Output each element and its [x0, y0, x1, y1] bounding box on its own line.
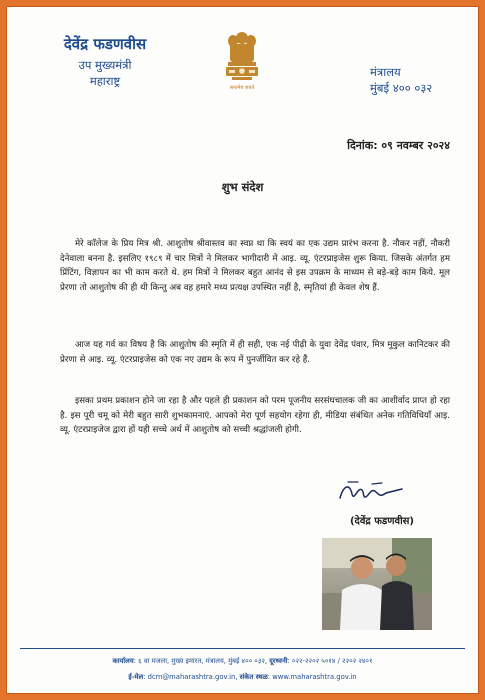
sender-name: देवेंद्र फडणवीस — [63, 35, 147, 53]
signature-image — [336, 478, 406, 508]
office-name: मंत्रालय — [370, 65, 401, 79]
footer-web-value[interactable]: : www.maharashtra.gov.in — [267, 673, 357, 681]
footer-office-label: कार्यालय — [112, 657, 134, 665]
office-city: मुंबई ४०० ०३२ — [370, 81, 433, 95]
footer-phone-label: दूरध्वनी — [269, 657, 288, 665]
footer-email-value[interactable]: : dcm@maharashtra.gov.in, — [143, 673, 238, 681]
footer-address-line — [20, 656, 465, 665]
body-paragraph-3: इसका प्रथम प्रकाशन होने जा रहा है और पहले ही प्रकाशन को परम पूजनीय सरसंघचालक जी का आशीर्वाद प्राप्त हो रहा है. इस पूरी चमू को मेरी बहुत सारी शुभकामनाएं. आपको मेरा पूर्ण सहयोग रहेगा ही, मीडिया संबंधित अनेक गतिविधियाँ आइ. व्यू. एंटरप्राइजेज द्वारा हों यही सच्चे अर्थ में आशुतोष को सच्ची श्रद्धांजली होगी. — [60, 396, 450, 436]
signer-name: (देवेंद्र फडणवीस) — [349, 516, 414, 527]
footer-office-value: : ६ वा मजला, मुख्य इमारत, मंत्रालय, मुंबई ४०० ०३२, — [133, 657, 268, 665]
photo-two-men — [322, 538, 432, 630]
footer-rule — [20, 648, 465, 649]
sender-state: महाराष्ट्र — [89, 74, 121, 88]
footer-contact-line — [20, 672, 465, 681]
letter-date: दिनांक: ०९ नवम्बर २०२४ — [347, 139, 450, 152]
body-paragraph-2: आज यह गर्व का विषय है कि आशुतोष की स्मृति में ही सही, एक नई पीढ़ी के युवा देवेंद्र पंवार, मित्र मुकुल कानिटकर की प्रेरणा से आइ. व्यू. एंटरप्राइजेस को एक नए उद्यम के रूप में पुनर्जीवित कर रहे हैं. — [60, 340, 450, 365]
body-paragraph-1: मेरे कॉलेज के प्रिय मित्र श्री. आशुतोष श्रीवास्तव का स्वप्न था कि स्वयं का एक उद्यम प्रारंभ करना है. नौकर नहीं, नौकरी देनेवाला बनना है. इसलिए १९८९ में चार मित्रों ने मिलकर भागीदारी में आइ. व्यू. एंटरप्राइजेस शुरू किया. जिसके अंतर्गत हम प्रिंटिंग, विज्ञापन का भी काम करते थे. हम मित्रों ने मिलकर बहुत आनंद से इस उपक्रम के माध्यम से बड़े-बड़े काम किये. मूल प्रेरणा तो आशुतोष की ही थी किन्तु अब वह हमारे मध्य प्रत्यक्ष उपस्थित नहीं है, स्मृतियां ही केवल शेष हैं. — [60, 239, 450, 293]
letter-subject: शुभ संदेश — [221, 180, 264, 194]
footer-phone-value: : ०२२-२२०२ ५०१४ / २२०२ २४०१ — [287, 657, 373, 665]
footer-web-label: संकेत स्थळ — [239, 673, 268, 681]
national-emblem-icon — [222, 30, 262, 92]
footer-email-label: ई-मेल — [128, 673, 144, 681]
sender-designation: उप मुख्यमंत्री — [78, 58, 132, 72]
emblem-motto: सत्यमेव जयते — [229, 85, 255, 91]
